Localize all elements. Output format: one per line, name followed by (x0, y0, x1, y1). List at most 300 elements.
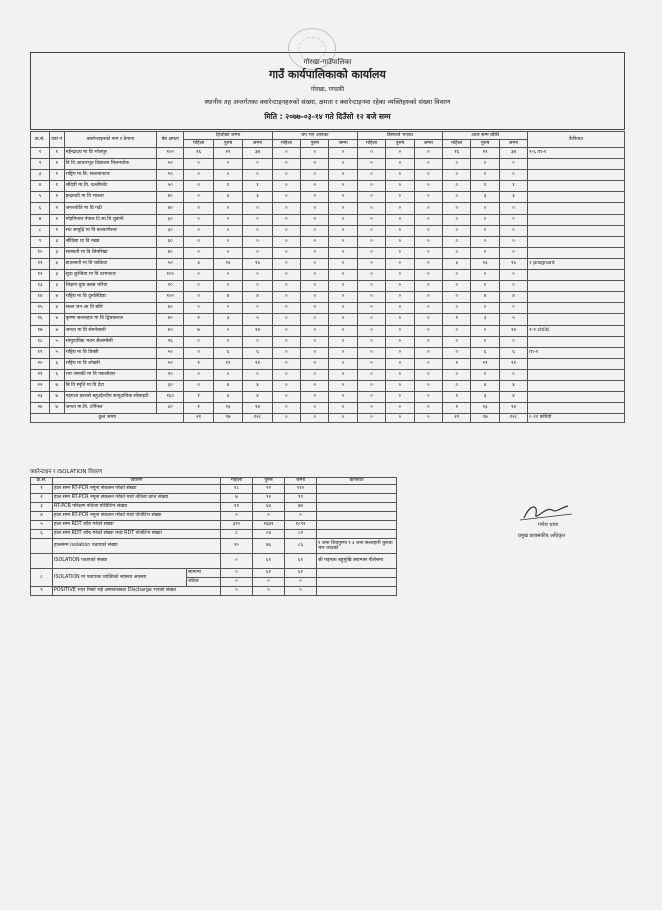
row-remarks (528, 159, 625, 170)
iso-row-detail: POSITIVE भएर निको भई अस्पतालबाट Discharge भएको संख्या (53, 587, 221, 596)
row-count: ० (301, 325, 329, 336)
row-count: ० (243, 303, 272, 314)
iso-row (31, 512, 397, 521)
iso-row-sn: ९ (31, 587, 53, 596)
row-count: ० (184, 380, 213, 391)
row-beds: ४० (157, 314, 184, 325)
row-count: ० (414, 214, 442, 225)
row-count: ० (499, 369, 527, 380)
row-remarks (528, 392, 625, 403)
row-count: १४ (499, 325, 527, 336)
row-count: १३ (213, 403, 242, 414)
row-count: ० (272, 214, 300, 225)
iso-row-total: ८२ (285, 530, 317, 539)
row-beds: ४० (157, 192, 184, 203)
row-count: ० (414, 258, 442, 269)
row-count: ० (272, 380, 300, 391)
table-row (31, 325, 625, 336)
row-sn: ६ (31, 203, 50, 214)
row-remarks (528, 281, 625, 292)
row-sn: ११ (31, 258, 50, 269)
row-count: ० (184, 281, 213, 292)
row-count: ३ (471, 314, 499, 325)
iso-row-female: ० (221, 569, 253, 578)
iso-row (31, 554, 397, 569)
row-count: ० (357, 392, 385, 403)
total-remarks: ० २१ कपियो (528, 414, 625, 423)
row-sn: १८ (31, 336, 50, 347)
total-count: ० (386, 414, 414, 423)
iso-row-remarks (317, 503, 397, 512)
table-row (31, 236, 625, 247)
iso-row-remarks (317, 587, 397, 596)
row-count: ० (329, 170, 357, 181)
row-count: ० (272, 281, 300, 292)
row-count: ० (243, 369, 272, 380)
row-ward: ३ (49, 258, 64, 269)
iso-col-remarks: कैफियत (317, 478, 397, 485)
iso-row-female: १० (221, 539, 253, 554)
row-count: ४ (243, 392, 272, 403)
row-count: ० (357, 159, 385, 170)
row-beds: ६० (157, 214, 184, 225)
row-count: ० (414, 358, 442, 369)
row-count: ० (184, 159, 213, 170)
row-count: ० (443, 159, 471, 170)
iso-row-total: ७४ (285, 503, 317, 512)
row-count: ० (414, 336, 442, 347)
total-count: २१ (184, 414, 213, 423)
iso-row-subtype: सामान्य (187, 569, 221, 578)
row-beds: १६० (157, 392, 184, 403)
row-count: ० (386, 292, 414, 303)
row-count: ० (184, 225, 213, 236)
row-count: ० (414, 192, 442, 203)
table-row (31, 347, 625, 358)
row-name: सरस्वती मा वि सिमरिखा (64, 247, 156, 258)
row-ward: ३ (49, 281, 64, 292)
table-row (31, 292, 625, 303)
row-count: ० (301, 347, 329, 358)
col-male: पुरुष (213, 140, 242, 148)
row-count: ० (471, 270, 499, 281)
row-count: ० (272, 270, 300, 281)
row-name: कृष्णा सल्लाहार मा वि द्विचकराज (64, 314, 156, 325)
row-count: ० (213, 170, 242, 181)
row-name: डाउरसती मा वि चाक्रिधा (64, 258, 156, 269)
row-ward: १ (49, 148, 64, 159)
row-name: राष्ट्रिय मा वि दुमलिडिडा (64, 292, 156, 303)
row-count: ४ (213, 380, 242, 391)
row-sn: २४ (31, 403, 50, 414)
row-count: ० (329, 347, 357, 358)
iso-row-total: ९९ (285, 494, 317, 503)
total-count: ० (414, 414, 442, 423)
row-count: ० (471, 159, 499, 170)
row-count: ० (213, 281, 242, 292)
row-count: ० (471, 170, 499, 181)
row-name: जनता मा वि सेमनेबस्ती (64, 325, 156, 336)
table-row (31, 225, 625, 236)
row-beds: १०० (157, 292, 184, 303)
row-count: ० (357, 358, 385, 369)
row-name: मोहनिनाथ नेपाल टि.सा.वि चुवानी (64, 214, 156, 225)
row-count: ११ (243, 358, 272, 369)
isolation-title: क्वारेन्टाइन र ISOLATION विवरण (30, 469, 103, 475)
row-ward: ४ (49, 303, 64, 314)
row-ward: २ (49, 192, 64, 203)
row-sn: २० (31, 358, 50, 369)
iso-row-remarks: १ जना शिवपुरमा र ३ जना सल्लहारी कुरुवा भार जाउको (317, 539, 397, 554)
row-count: ० (499, 225, 527, 236)
row-count: ० (301, 270, 329, 281)
row-count: ० (301, 170, 329, 181)
row-count: ० (443, 225, 471, 236)
iso-col-total: जम्मा (285, 478, 317, 485)
row-count: ० (357, 236, 385, 247)
row-count: ० (357, 314, 385, 325)
row-count: ० (357, 403, 385, 414)
row-count: ० (329, 192, 357, 203)
row-count: ० (386, 314, 414, 325)
row-count: ० (213, 159, 242, 170)
row-count: ३ (471, 392, 499, 403)
col-group-added: थप भए आएका (272, 132, 357, 140)
row-sn: १३ (31, 281, 50, 292)
total-count: ९७ (213, 414, 242, 423)
row-count: ० (357, 247, 385, 258)
row-count: ६ (213, 347, 242, 358)
row-ward: ४ (49, 314, 64, 325)
row-count: २१ (471, 148, 499, 159)
row-count: ० (301, 392, 329, 403)
row-count: ० (184, 347, 213, 358)
table-row (31, 403, 625, 414)
row-count: ० (499, 336, 527, 347)
row-count: ० (272, 192, 300, 203)
col-male: पुरुष (301, 140, 329, 148)
col-group-discharged: डिस्चार्ज भएका (357, 132, 442, 140)
row-count: ० (386, 270, 414, 281)
iso-row-total: ८६ (285, 539, 317, 554)
total-count: २१ (443, 414, 471, 423)
row-remarks (528, 203, 625, 214)
row-count: ० (414, 203, 442, 214)
row-count: १६ (243, 258, 272, 269)
row-sn: १४ (31, 292, 50, 303)
row-count: ६ (243, 347, 272, 358)
row-count: ० (329, 403, 357, 414)
row-count: ० (357, 170, 385, 181)
row-beds: १०० (157, 270, 184, 281)
row-count: ० (243, 336, 272, 347)
total-label: कुल जम्मा (31, 414, 184, 423)
row-count: ० (414, 325, 442, 336)
iso-row (31, 587, 397, 596)
row-count: ० (243, 225, 272, 236)
row-count: ० (301, 336, 329, 347)
row-remarks (528, 336, 625, 347)
iso-row-total: ६१ (285, 554, 317, 569)
row-count: ० (301, 181, 329, 192)
row-beds: ३० (157, 225, 184, 236)
row-count: ० (357, 192, 385, 203)
row-name: बि वि स्मृति मा वि दैटा (64, 380, 156, 391)
row-beds: ५० (157, 347, 184, 358)
row-remarks (528, 292, 625, 303)
row-count: ४ (471, 292, 499, 303)
row-count: ० (471, 281, 499, 292)
row-count: ० (272, 303, 300, 314)
iso-row-sn: १ (31, 485, 53, 494)
table-row (31, 148, 625, 159)
row-remarks (528, 170, 625, 181)
col-female: महिला (184, 140, 213, 148)
row-name: शिक्षण युवा क्लब भरिया (64, 281, 156, 292)
row-count: ० (386, 170, 414, 181)
row-count: ० (184, 236, 213, 247)
row-sn: १० (31, 247, 50, 258)
row-count: ० (301, 192, 329, 203)
row-count: ० (272, 403, 300, 414)
row-count: ० (184, 369, 213, 380)
row-count: ० (386, 392, 414, 403)
row-count: ० (329, 325, 357, 336)
row-remarks: m-१ (528, 347, 625, 358)
row-count: १३ (471, 258, 499, 269)
table-row (31, 281, 625, 292)
row-sn: १७ (31, 325, 50, 336)
row-count: ० (329, 203, 357, 214)
row-count: २१ (213, 148, 242, 159)
row-count: ० (329, 270, 357, 281)
col-female: महिला (272, 140, 300, 148)
row-sn: १६ (31, 314, 50, 325)
row-ward: ६ (49, 369, 64, 380)
row-ward: २ (49, 203, 64, 214)
row-count: ० (499, 203, 527, 214)
iso-row-detail: हाल सम्म RDT जाँच गरेको संख्या (53, 521, 221, 530)
row-count: ० (357, 336, 385, 347)
iso-row-male: ७६ (253, 539, 285, 554)
row-beds: १० (157, 281, 184, 292)
row-beds: ३० (157, 380, 184, 391)
row-count: ० (329, 314, 357, 325)
table-row (31, 380, 625, 391)
iso-row (31, 485, 397, 494)
table-row (31, 258, 625, 269)
row-count: ० (301, 225, 329, 236)
row-count: ३ (499, 192, 527, 203)
row-count: ० (414, 314, 442, 325)
row-count: २ (443, 314, 471, 325)
row-ward: ५ (49, 336, 64, 347)
row-count: १ (184, 392, 213, 403)
col-name: क्वारेन्टाइनको नाम र ठेगाना (64, 132, 156, 148)
row-count: ० (414, 403, 442, 414)
row-count: ३७ (243, 148, 272, 159)
row-remarks (528, 214, 625, 225)
office-title: गाउँ कार्यपालिकाको कार्यालय (269, 68, 386, 81)
table-row (31, 314, 625, 325)
row-count: ३ (213, 392, 242, 403)
row-count: ६ (471, 347, 499, 358)
row-count: ० (386, 203, 414, 214)
iso-row-detail: हाल सम्म RT-PCR नमूना संकलन गरेको मध्ये नतिजा प्राप्त संख्या (53, 494, 221, 503)
row-name: गड्गला कालसे बहुउद्देश्यीय सामुदायिक सोसाइटी (64, 392, 156, 403)
row-count: ० (301, 148, 329, 159)
row-count: ० (301, 159, 329, 170)
iso-row-sn: ८ (31, 569, 53, 587)
row-name: सामुदायिक भवन सैलाम्बेसी (64, 336, 156, 347)
iso-row (31, 503, 397, 512)
row-count: ० (414, 347, 442, 358)
row-count: ० (184, 270, 213, 281)
row-count: ० (471, 203, 499, 214)
row-count: ० (329, 236, 357, 247)
row-beds: ६० (157, 236, 184, 247)
row-count: १ (443, 403, 471, 414)
iso-row-male: ९२ (253, 485, 285, 494)
row-count: १६ (443, 148, 471, 159)
row-ward: १ (49, 159, 64, 170)
iso-row-male: ०४ (253, 530, 285, 539)
row-count: ० (386, 214, 414, 225)
row-count: १६ (184, 148, 213, 159)
row-count: ० (499, 236, 527, 247)
total-count: ० (301, 414, 329, 423)
iso-row (31, 494, 397, 503)
row-count: १ (184, 403, 213, 414)
row-count: ० (184, 192, 213, 203)
row-count: ० (443, 336, 471, 347)
row-count: ० (184, 181, 213, 192)
row-count: ० (301, 247, 329, 258)
row-count: ० (386, 347, 414, 358)
iso-row-detail: ISOLATION पठाएको संख्या (53, 554, 221, 569)
col-group-yesterday: हिजोको जम्मा (184, 132, 272, 140)
row-remarks (528, 236, 625, 247)
iso-row-male: १६७१ (253, 521, 285, 530)
row-beds: ४० (157, 203, 184, 214)
row-beds: ५० (157, 258, 184, 269)
iso-row-female: ११ (221, 503, 253, 512)
row-count: ० (386, 358, 414, 369)
row-sn: ८ (31, 225, 50, 236)
row-ward: १ (49, 181, 64, 192)
row-count: ० (414, 392, 442, 403)
row-remarks (528, 225, 625, 236)
row-count: ० (443, 369, 471, 380)
iso-row-detail: हालसम्म isolation पठाएको संख्या (53, 539, 221, 554)
iso-row-remarks (317, 485, 397, 494)
row-name: सुदा कुन्डिया मा वि दरमनटार (64, 270, 156, 281)
row-count: ० (414, 380, 442, 391)
iso-row (31, 569, 397, 578)
row-count: ० (301, 358, 329, 369)
row-count: ० (184, 203, 213, 214)
table-row (31, 270, 625, 281)
row-count: ५ (499, 314, 527, 325)
row-count: ० (329, 247, 357, 258)
row-remarks (528, 192, 625, 203)
row-beds: १०० (157, 148, 184, 159)
row-count: १ (499, 181, 527, 192)
iso-row-male: ० (253, 512, 285, 521)
row-count: ३ (243, 192, 272, 203)
iso-row-total: ० (285, 587, 317, 596)
row-count: १४ (243, 325, 272, 336)
row-count: ० (301, 303, 329, 314)
col-remarks: कैफियत (528, 132, 625, 148)
table-row (31, 192, 625, 203)
row-count: ० (357, 203, 385, 214)
row-count: ० (301, 369, 329, 380)
table-row (31, 392, 625, 403)
row-count: ० (243, 270, 272, 281)
row-count: ० (213, 236, 242, 247)
col-total: जम्मा (499, 140, 527, 148)
row-name: राम जानकी मा वि पकलीयार (64, 369, 156, 380)
row-count: ० (414, 270, 442, 281)
row-count: १ (443, 392, 471, 403)
row-count: ० (471, 214, 499, 225)
table-row (31, 303, 625, 314)
row-count: ० (499, 247, 527, 258)
row-count: ० (213, 225, 242, 236)
row-count: ० (213, 336, 242, 347)
row-count: ० (213, 303, 242, 314)
row-ward: ४ (49, 325, 64, 336)
row-beds: २० (157, 369, 184, 380)
row-count: ० (272, 181, 300, 192)
row-count: ० (471, 325, 499, 336)
iso-row-remarks: श्री गड्गला बहुमुखि क्याम्पस पीलेसमा (317, 554, 397, 569)
row-count: ० (184, 214, 213, 225)
row-sn: २ (31, 159, 50, 170)
row-sn: १२ (31, 270, 50, 281)
row-count: ० (213, 270, 242, 281)
signatory-name: गणेश थापा (538, 522, 559, 528)
row-count: ० (443, 380, 471, 391)
row-count: ० (357, 380, 385, 391)
total-count: ९७ (471, 414, 499, 423)
row-count: १६ (499, 258, 527, 269)
row-count: १४ (499, 403, 527, 414)
row-count: ० (213, 325, 242, 336)
row-count: ४ (243, 380, 272, 391)
row-ward: १ (49, 170, 64, 181)
row-count: ० (471, 236, 499, 247)
row-count: ० (414, 236, 442, 247)
row-count: ० (443, 247, 471, 258)
row-name: वि वि आधारभूत विद्यालय मिलनचोक (64, 159, 156, 170)
col-male: पुरुष (386, 140, 414, 148)
row-beds: ५० (157, 358, 184, 369)
iso-row-sn (31, 539, 53, 554)
row-count: ० (329, 181, 357, 192)
row-count: ० (357, 303, 385, 314)
row-count: ० (443, 181, 471, 192)
row-count: ० (243, 203, 272, 214)
row-count: ३ (443, 258, 471, 269)
row-count: ० (386, 258, 414, 269)
iso-row-total: १८९२ (285, 521, 317, 530)
iso-row-remarks (317, 521, 397, 530)
row-count: ० (443, 192, 471, 203)
row-count: ० (357, 258, 385, 269)
row-count: ० (443, 281, 471, 292)
